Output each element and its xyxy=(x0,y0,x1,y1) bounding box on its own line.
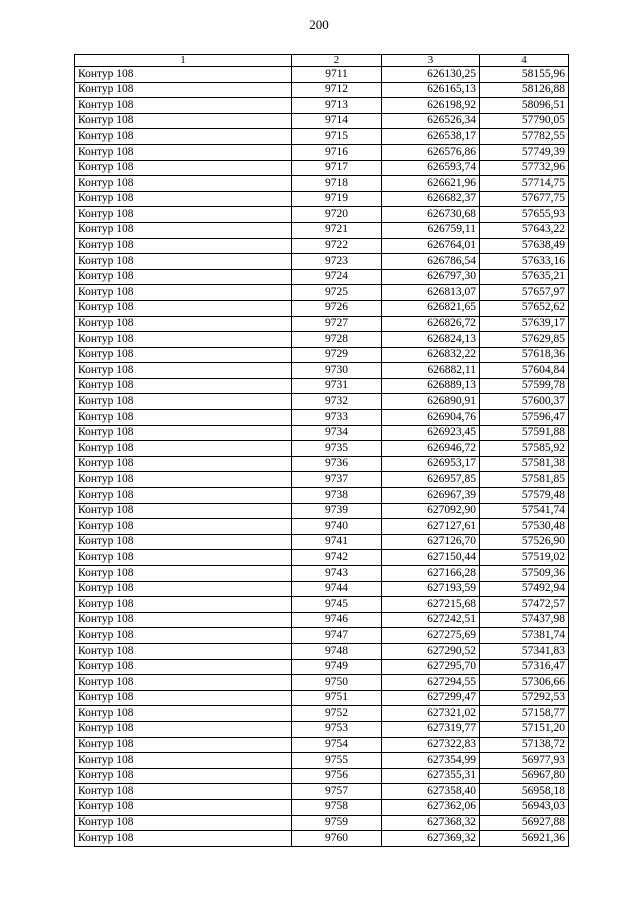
point-number-cell: 9750 xyxy=(292,675,382,691)
table-row xyxy=(75,144,569,160)
y-coordinate-cell: 57585,92 xyxy=(480,441,569,457)
contour-name-cell: Контур 108 xyxy=(75,534,292,550)
table-row xyxy=(75,113,569,129)
x-coordinate-cell: 626593,74 xyxy=(382,160,480,176)
y-coordinate-cell: 56977,93 xyxy=(480,753,569,769)
contour-name-cell: Контур 108 xyxy=(75,285,292,301)
table-row xyxy=(75,347,569,363)
contour-name-cell: Контур 108 xyxy=(75,254,292,270)
y-coordinate-cell: 57714,75 xyxy=(480,176,569,192)
point-number-cell: 9752 xyxy=(292,706,382,722)
x-coordinate-cell: 626538,17 xyxy=(382,129,480,145)
x-coordinate-cell: 627368,32 xyxy=(382,815,480,831)
point-number-cell: 9746 xyxy=(292,612,382,628)
x-coordinate-cell: 626957,85 xyxy=(382,472,480,488)
table-row xyxy=(75,316,569,332)
y-coordinate-cell: 57581,38 xyxy=(480,456,569,472)
x-coordinate-cell: 626882,11 xyxy=(382,363,480,379)
point-number-cell: 9755 xyxy=(292,753,382,769)
x-coordinate-cell: 626967,39 xyxy=(382,488,480,504)
x-coordinate-cell: 627127,61 xyxy=(382,519,480,535)
x-coordinate-cell: 626953,17 xyxy=(382,456,480,472)
table-row xyxy=(75,285,569,301)
x-coordinate-cell: 627275,69 xyxy=(382,628,480,644)
x-coordinate-cell: 626890,91 xyxy=(382,394,480,410)
y-coordinate-cell: 56927,88 xyxy=(480,815,569,831)
x-coordinate-cell: 626130,25 xyxy=(382,67,480,83)
y-coordinate-cell: 57472,57 xyxy=(480,597,569,613)
point-number-cell: 9748 xyxy=(292,643,382,659)
contour-name-cell: Контур 108 xyxy=(75,67,292,83)
x-coordinate-cell: 626946,72 xyxy=(382,441,480,457)
contour-name-cell: Контур 108 xyxy=(75,815,292,831)
x-coordinate-cell: 627321,02 xyxy=(382,706,480,722)
point-number-cell: 9717 xyxy=(292,160,382,176)
point-number-cell: 9744 xyxy=(292,581,382,597)
table-row xyxy=(75,690,569,706)
table-row xyxy=(75,207,569,223)
x-coordinate-cell: 626797,30 xyxy=(382,269,480,285)
point-number-cell: 9711 xyxy=(292,67,382,83)
table-row xyxy=(75,191,569,207)
point-number-cell: 9743 xyxy=(292,566,382,582)
table-row xyxy=(75,831,569,847)
table-header xyxy=(75,55,569,67)
table-row xyxy=(75,643,569,659)
x-coordinate-cell: 626759,11 xyxy=(382,222,480,238)
contour-name-cell: Контур 108 xyxy=(75,191,292,207)
point-number-cell: 9758 xyxy=(292,799,382,815)
x-coordinate-cell: 627215,68 xyxy=(382,597,480,613)
contour-name-cell: Контур 108 xyxy=(75,643,292,659)
y-coordinate-cell: 57749,39 xyxy=(480,144,569,160)
table-row xyxy=(75,534,569,550)
contour-name-cell: Контур 108 xyxy=(75,659,292,675)
table-row xyxy=(75,597,569,613)
x-coordinate-cell: 626621,96 xyxy=(382,176,480,192)
y-coordinate-cell: 58155,96 xyxy=(480,67,569,83)
point-number-cell: 9730 xyxy=(292,363,382,379)
point-number-cell: 9735 xyxy=(292,441,382,457)
point-number-cell: 9723 xyxy=(292,254,382,270)
contour-name-cell: Контур 108 xyxy=(75,82,292,98)
y-coordinate-cell: 57526,90 xyxy=(480,534,569,550)
point-number-cell: 9715 xyxy=(292,129,382,145)
y-coordinate-cell: 57618,36 xyxy=(480,347,569,363)
point-number-cell: 9712 xyxy=(292,82,382,98)
contour-name-cell: Контур 108 xyxy=(75,550,292,566)
point-number-cell: 9749 xyxy=(292,659,382,675)
table-row xyxy=(75,503,569,519)
x-coordinate-cell: 627166,28 xyxy=(382,566,480,582)
x-coordinate-cell: 627242,51 xyxy=(382,612,480,628)
contour-name-cell: Контур 108 xyxy=(75,503,292,519)
table-row xyxy=(75,160,569,176)
contour-name-cell: Контур 108 xyxy=(75,456,292,472)
header-row xyxy=(75,55,569,67)
contour-name-cell: Контур 108 xyxy=(75,628,292,644)
x-coordinate-cell: 627193,59 xyxy=(382,581,480,597)
table-row xyxy=(75,753,569,769)
x-coordinate-cell: 626764,01 xyxy=(382,238,480,254)
y-coordinate-cell: 57677,75 xyxy=(480,191,569,207)
table-row xyxy=(75,238,569,254)
table-row xyxy=(75,176,569,192)
y-coordinate-cell: 57657,97 xyxy=(480,285,569,301)
y-coordinate-cell: 56967,80 xyxy=(480,768,569,784)
contour-name-cell: Контур 108 xyxy=(75,737,292,753)
contour-name-cell: Контур 108 xyxy=(75,612,292,628)
contour-name-cell: Контур 108 xyxy=(75,238,292,254)
x-coordinate-cell: 627290,52 xyxy=(382,643,480,659)
table-row xyxy=(75,721,569,737)
x-coordinate-cell: 626730,68 xyxy=(382,207,480,223)
table-row xyxy=(75,441,569,457)
point-number-cell: 9721 xyxy=(292,222,382,238)
point-number-cell: 9741 xyxy=(292,534,382,550)
table-row xyxy=(75,410,569,426)
header-col-2: 2 xyxy=(292,55,382,67)
contour-name-cell: Контур 108 xyxy=(75,316,292,332)
point-number-cell: 9745 xyxy=(292,597,382,613)
table-row xyxy=(75,98,569,114)
contour-name-cell: Контур 108 xyxy=(75,425,292,441)
contour-name-cell: Контур 108 xyxy=(75,581,292,597)
table-row xyxy=(75,612,569,628)
y-coordinate-cell: 56921,36 xyxy=(480,831,569,847)
point-number-cell: 9757 xyxy=(292,784,382,800)
x-coordinate-cell: 626165,13 xyxy=(382,82,480,98)
table-row xyxy=(75,550,569,566)
y-coordinate-cell: 57635,21 xyxy=(480,269,569,285)
contour-name-cell: Контур 108 xyxy=(75,160,292,176)
y-coordinate-cell: 57596,47 xyxy=(480,410,569,426)
y-coordinate-cell: 57341,83 xyxy=(480,643,569,659)
x-coordinate-cell: 626904,76 xyxy=(382,410,480,426)
table-row xyxy=(75,488,569,504)
x-coordinate-cell: 626682,37 xyxy=(382,191,480,207)
x-coordinate-cell: 627322,83 xyxy=(382,737,480,753)
point-number-cell: 9724 xyxy=(292,269,382,285)
y-coordinate-cell: 57530,48 xyxy=(480,519,569,535)
point-number-cell: 9738 xyxy=(292,488,382,504)
point-number-cell: 9729 xyxy=(292,347,382,363)
contour-name-cell: Контур 108 xyxy=(75,721,292,737)
y-coordinate-cell: 57381,74 xyxy=(480,628,569,644)
contour-name-cell: Контур 108 xyxy=(75,441,292,457)
point-number-cell: 9753 xyxy=(292,721,382,737)
y-coordinate-cell: 57591,88 xyxy=(480,425,569,441)
contour-name-cell: Контур 108 xyxy=(75,347,292,363)
y-coordinate-cell: 57655,93 xyxy=(480,207,569,223)
y-coordinate-cell: 57541,74 xyxy=(480,503,569,519)
contour-name-cell: Контур 108 xyxy=(75,332,292,348)
point-number-cell: 9734 xyxy=(292,425,382,441)
y-coordinate-cell: 57639,17 xyxy=(480,316,569,332)
table-row xyxy=(75,425,569,441)
point-number-cell: 9716 xyxy=(292,144,382,160)
y-coordinate-cell: 57790,05 xyxy=(480,113,569,129)
x-coordinate-cell: 626813,07 xyxy=(382,285,480,301)
header-col-1: 1 xyxy=(75,55,292,67)
point-number-cell: 9718 xyxy=(292,176,382,192)
page-number: 200 xyxy=(309,17,329,32)
x-coordinate-cell: 626786,54 xyxy=(382,254,480,270)
table-row xyxy=(75,472,569,488)
table-row xyxy=(75,67,569,83)
point-number-cell: 9736 xyxy=(292,456,382,472)
y-coordinate-cell: 57306,66 xyxy=(480,675,569,691)
contour-name-cell: Контур 108 xyxy=(75,300,292,316)
contour-name-cell: Контур 108 xyxy=(75,207,292,223)
x-coordinate-cell: 627295,70 xyxy=(382,659,480,675)
point-number-cell: 9751 xyxy=(292,690,382,706)
y-coordinate-cell: 57509,36 xyxy=(480,566,569,582)
contour-name-cell: Контур 108 xyxy=(75,129,292,145)
y-coordinate-cell: 57316,47 xyxy=(480,659,569,675)
y-coordinate-cell: 57519,02 xyxy=(480,550,569,566)
x-coordinate-cell: 626826,72 xyxy=(382,316,480,332)
contour-name-cell: Контур 108 xyxy=(75,176,292,192)
point-number-cell: 9722 xyxy=(292,238,382,254)
y-coordinate-cell: 58126,88 xyxy=(480,82,569,98)
header-col-3: 3 xyxy=(382,55,480,67)
table-row xyxy=(75,394,569,410)
x-coordinate-cell: 627319,77 xyxy=(382,721,480,737)
y-coordinate-cell: 57633,16 xyxy=(480,254,569,270)
x-coordinate-cell: 626526,34 xyxy=(382,113,480,129)
point-number-cell: 9726 xyxy=(292,300,382,316)
table-row xyxy=(75,456,569,472)
table-row xyxy=(75,363,569,379)
y-coordinate-cell: 58096,51 xyxy=(480,98,569,114)
table-row xyxy=(75,129,569,145)
contour-name-cell: Контур 108 xyxy=(75,378,292,394)
y-coordinate-cell: 57599,78 xyxy=(480,378,569,394)
table-row xyxy=(75,222,569,238)
contour-name-cell: Контур 108 xyxy=(75,784,292,800)
contour-name-cell: Контур 108 xyxy=(75,799,292,815)
table-row xyxy=(75,675,569,691)
contour-name-cell: Контур 108 xyxy=(75,831,292,847)
x-coordinate-cell: 627092,90 xyxy=(382,503,480,519)
point-number-cell: 9714 xyxy=(292,113,382,129)
x-coordinate-cell: 626824,13 xyxy=(382,332,480,348)
table-row xyxy=(75,799,569,815)
contour-name-cell: Контур 108 xyxy=(75,753,292,769)
table-row xyxy=(75,815,569,831)
x-coordinate-cell: 626821,65 xyxy=(382,300,480,316)
y-coordinate-cell: 57604,84 xyxy=(480,363,569,379)
contour-name-cell: Контур 108 xyxy=(75,222,292,238)
x-coordinate-cell: 627362,06 xyxy=(382,799,480,815)
contour-name-cell: Контур 108 xyxy=(75,675,292,691)
x-coordinate-cell: 627358,40 xyxy=(382,784,480,800)
point-number-cell: 9733 xyxy=(292,410,382,426)
table-row xyxy=(75,784,569,800)
table-row xyxy=(75,737,569,753)
contour-name-cell: Контур 108 xyxy=(75,472,292,488)
contour-name-cell: Контур 108 xyxy=(75,410,292,426)
y-coordinate-cell: 57643,22 xyxy=(480,222,569,238)
table-row xyxy=(75,659,569,675)
table-row xyxy=(75,519,569,535)
contour-name-cell: Контур 108 xyxy=(75,768,292,784)
y-coordinate-cell: 57151,20 xyxy=(480,721,569,737)
point-number-cell: 9740 xyxy=(292,519,382,535)
x-coordinate-cell: 626832,22 xyxy=(382,347,480,363)
contour-name-cell: Контур 108 xyxy=(75,597,292,613)
table-row xyxy=(75,300,569,316)
contour-name-cell: Контур 108 xyxy=(75,98,292,114)
contour-name-cell: Контур 108 xyxy=(75,690,292,706)
y-coordinate-cell: 57158,77 xyxy=(480,706,569,722)
x-coordinate-cell: 626923,45 xyxy=(382,425,480,441)
y-coordinate-cell: 57782,55 xyxy=(480,129,569,145)
contour-name-cell: Контур 108 xyxy=(75,363,292,379)
table-row xyxy=(75,628,569,644)
point-number-cell: 9754 xyxy=(292,737,382,753)
header-col-4: 4 xyxy=(480,55,569,67)
y-coordinate-cell: 56943,03 xyxy=(480,799,569,815)
y-coordinate-cell: 56958,18 xyxy=(480,784,569,800)
table-row xyxy=(75,82,569,98)
contour-name-cell: Контур 108 xyxy=(75,519,292,535)
point-number-cell: 9719 xyxy=(292,191,382,207)
table-body xyxy=(75,67,569,847)
x-coordinate-cell: 627299,47 xyxy=(382,690,480,706)
y-coordinate-cell: 57638,49 xyxy=(480,238,569,254)
y-coordinate-cell: 57581,85 xyxy=(480,472,569,488)
y-coordinate-cell: 57629,85 xyxy=(480,332,569,348)
contour-name-cell: Контур 108 xyxy=(75,269,292,285)
y-coordinate-cell: 57732,96 xyxy=(480,160,569,176)
x-coordinate-cell: 626576,86 xyxy=(382,144,480,160)
table-row xyxy=(75,566,569,582)
y-coordinate-cell: 57579,48 xyxy=(480,488,569,504)
point-number-cell: 9742 xyxy=(292,550,382,566)
point-number-cell: 9760 xyxy=(292,831,382,847)
contour-name-cell: Контур 108 xyxy=(75,488,292,504)
point-number-cell: 9739 xyxy=(292,503,382,519)
x-coordinate-cell: 627355,31 xyxy=(382,768,480,784)
point-number-cell: 9756 xyxy=(292,768,382,784)
x-coordinate-cell: 627369,32 xyxy=(382,831,480,847)
table-row xyxy=(75,332,569,348)
y-coordinate-cell: 57138,72 xyxy=(480,737,569,753)
point-number-cell: 9720 xyxy=(292,207,382,223)
point-number-cell: 9747 xyxy=(292,628,382,644)
contour-name-cell: Контур 108 xyxy=(75,144,292,160)
contour-name-cell: Контур 108 xyxy=(75,394,292,410)
table-row xyxy=(75,706,569,722)
point-number-cell: 9725 xyxy=(292,285,382,301)
x-coordinate-cell: 627126,70 xyxy=(382,534,480,550)
point-number-cell: 9731 xyxy=(292,378,382,394)
y-coordinate-cell: 57652,62 xyxy=(480,300,569,316)
contour-name-cell: Контур 108 xyxy=(75,566,292,582)
point-number-cell: 9713 xyxy=(292,98,382,114)
table-row xyxy=(75,254,569,270)
x-coordinate-cell: 626889,13 xyxy=(382,378,480,394)
point-number-cell: 9732 xyxy=(292,394,382,410)
x-coordinate-cell: 626198,92 xyxy=(382,98,480,114)
x-coordinate-cell: 627150,44 xyxy=(382,550,480,566)
point-number-cell: 9728 xyxy=(292,332,382,348)
table-row xyxy=(75,768,569,784)
y-coordinate-cell: 57437,98 xyxy=(480,612,569,628)
table-row xyxy=(75,269,569,285)
y-coordinate-cell: 57492,94 xyxy=(480,581,569,597)
point-number-cell: 9737 xyxy=(292,472,382,488)
x-coordinate-cell: 627294,55 xyxy=(382,675,480,691)
contour-name-cell: Контур 108 xyxy=(75,706,292,722)
coordinates-table xyxy=(74,54,569,847)
y-coordinate-cell: 57600,37 xyxy=(480,394,569,410)
x-coordinate-cell: 627354,99 xyxy=(382,753,480,769)
point-number-cell: 9727 xyxy=(292,316,382,332)
table-row xyxy=(75,581,569,597)
y-coordinate-cell: 57292,53 xyxy=(480,690,569,706)
contour-name-cell: Контур 108 xyxy=(75,113,292,129)
point-number-cell: 9759 xyxy=(292,815,382,831)
table-row xyxy=(75,378,569,394)
